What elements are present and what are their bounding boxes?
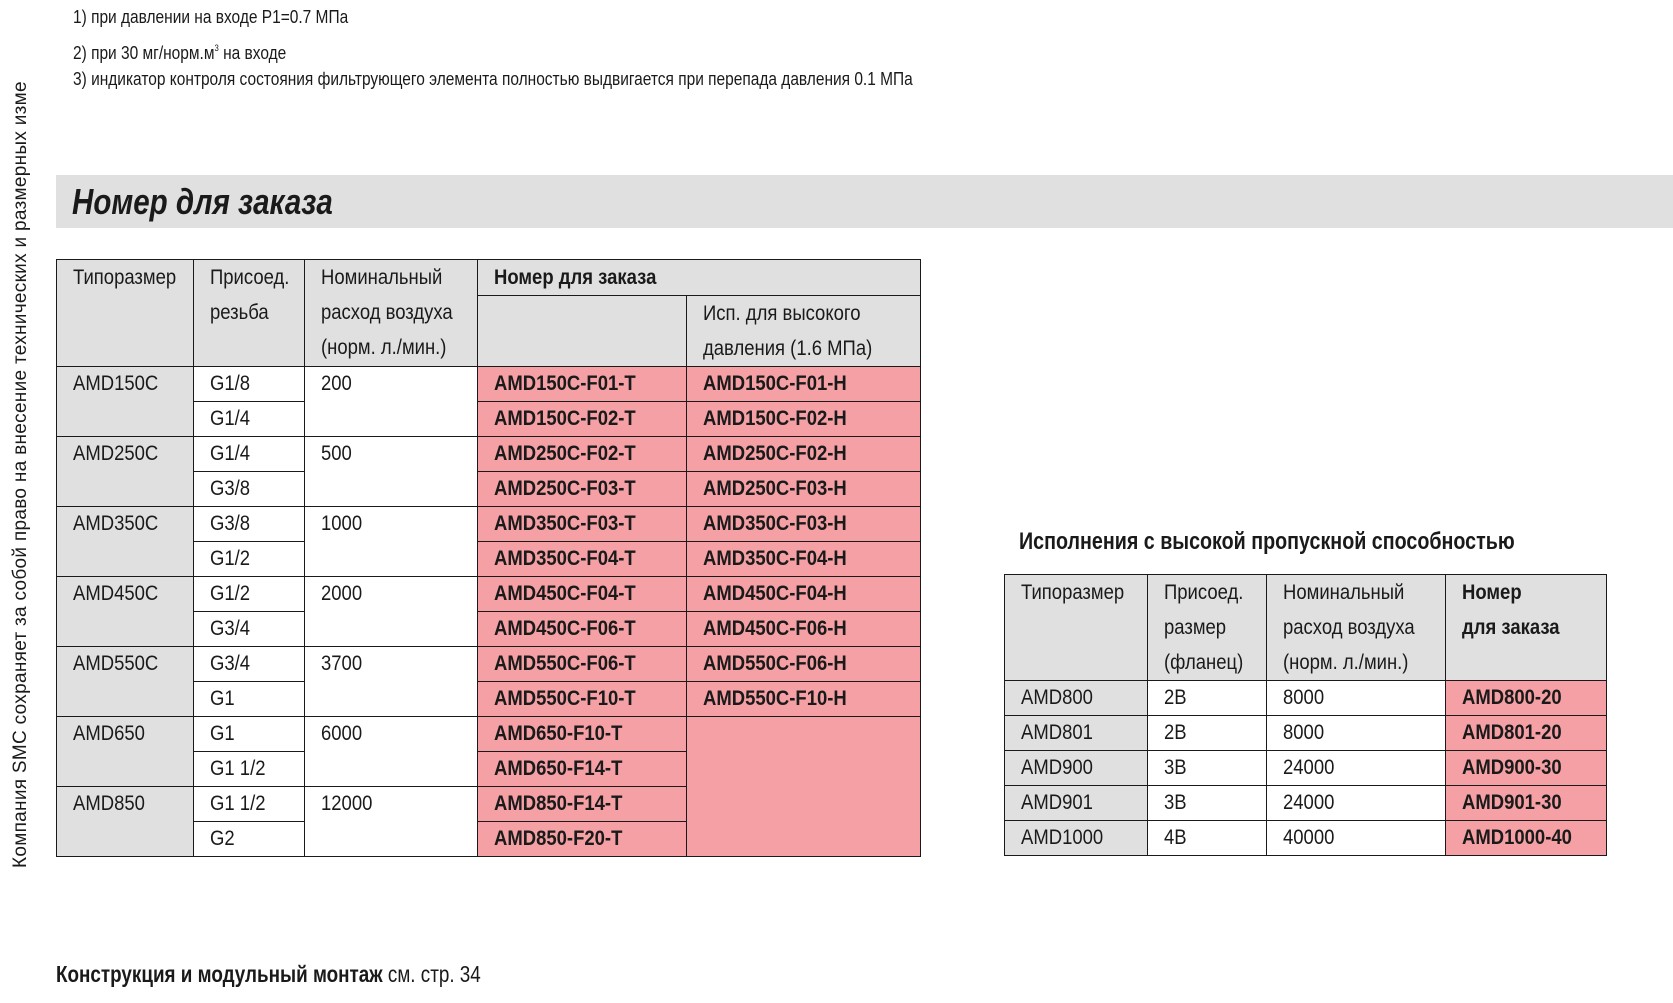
footnote-2-superscript: 3 xyxy=(214,43,219,53)
size-cell: AMD650 xyxy=(57,717,194,787)
thread-cell: G3/8 xyxy=(194,472,305,507)
thread-cell: G1 1/2 xyxy=(194,752,305,787)
size-cell: AMD450C xyxy=(57,577,194,647)
footnote-3 xyxy=(73,64,1049,95)
flow-cell: 500 xyxy=(305,437,478,507)
hf-conn-cell: 2B xyxy=(1148,716,1267,751)
hf-order-code-cell: AMD1000-40 xyxy=(1446,821,1607,856)
hf-header-size: Типоразмер xyxy=(1005,575,1148,681)
size-cell: AMD250C xyxy=(57,437,194,507)
hf-order-code-cell: AMD801-20 xyxy=(1446,716,1607,751)
table-row xyxy=(57,577,921,612)
order-code-cell: AMD650-F14-T xyxy=(478,752,687,787)
thread-cell: G1/2 xyxy=(194,542,305,577)
thread-cell: G1/4 xyxy=(194,437,305,472)
side-disclaimer xyxy=(10,0,32,870)
hf-size-cell: AMD801 xyxy=(1005,716,1148,751)
order-code-cell: AMD250C-F02-T xyxy=(478,437,687,472)
table-row xyxy=(57,437,921,472)
hf-flow-cell: 24000 xyxy=(1267,751,1446,786)
hf-flow-cell: 8000 xyxy=(1267,716,1446,751)
thread-cell: G1 xyxy=(194,682,305,717)
high-pressure-code-cell: AMD450C-F06-H xyxy=(687,612,921,647)
table-row xyxy=(57,507,921,542)
order-code-cell: AMD150C-F02-T xyxy=(478,402,687,437)
hf-order-code-cell: AMD800-20 xyxy=(1446,681,1607,716)
table-row xyxy=(57,647,921,682)
high-pressure-empty-cell xyxy=(687,717,921,857)
table-row xyxy=(1005,681,1607,716)
flow-cell: 12000 xyxy=(305,787,478,857)
flow-cell: 2000 xyxy=(305,577,478,647)
order-code-cell: AMD250C-F03-T xyxy=(478,472,687,507)
table-row xyxy=(1005,821,1607,856)
thread-cell: G1/8 xyxy=(194,367,305,402)
flow-cell: 200 xyxy=(305,367,478,437)
hf-order-code-cell: AMD900-30 xyxy=(1446,751,1607,786)
hf-header-order: Номер для заказа xyxy=(1446,575,1607,681)
size-cell: AMD550C xyxy=(57,647,194,717)
flow-cell: 1000 xyxy=(305,507,478,577)
hf-conn-cell: 3B xyxy=(1148,786,1267,821)
footnote-1 xyxy=(73,2,1049,33)
order-code-cell: AMD350C-F03-T xyxy=(478,507,687,542)
size-cell: AMD350C xyxy=(57,507,194,577)
high-pressure-code-cell: AMD350C-F03-H xyxy=(687,507,921,542)
high-pressure-code-cell: AMD250C-F02-H xyxy=(687,437,921,472)
header-thread: Присоед. резьба xyxy=(194,260,305,367)
hf-size-cell: AMD1000 xyxy=(1005,821,1148,856)
header-order-standard xyxy=(478,296,687,367)
table-row xyxy=(1005,716,1607,751)
hf-flow-cell: 24000 xyxy=(1267,786,1446,821)
side-disclaimer-text: Компания SMC сохраняет за собой право на внесение технических и размерных изме xyxy=(10,81,31,868)
order-table xyxy=(56,259,921,857)
table-row xyxy=(1005,786,1607,821)
footnote-2 xyxy=(73,33,1049,64)
hf-header-conn: Присоед. размер (фланец) xyxy=(1148,575,1267,681)
order-code-cell: AMD450C-F06-T xyxy=(478,612,687,647)
order-code-cell: AMD350C-F04-T xyxy=(478,542,687,577)
thread-cell: G1 xyxy=(194,717,305,752)
hf-conn-cell: 4B xyxy=(1148,821,1267,856)
header-order: Номер для заказа xyxy=(478,260,921,296)
high-pressure-code-cell: AMD450C-F04-H xyxy=(687,577,921,612)
hf-size-cell: AMD800 xyxy=(1005,681,1148,716)
footer-reference xyxy=(56,961,574,988)
high-pressure-code-cell: AMD350C-F04-H xyxy=(687,542,921,577)
high-pressure-code-cell: AMD550C-F10-H xyxy=(687,682,921,717)
order-code-cell: AMD450C-F04-T xyxy=(478,577,687,612)
high-flow-table xyxy=(1004,574,1607,856)
order-code-cell: AMD550C-F10-T xyxy=(478,682,687,717)
table-row xyxy=(57,367,921,402)
table-row xyxy=(1005,751,1607,786)
section-title: Номер для заказа xyxy=(72,181,333,222)
hf-size-cell: AMD900 xyxy=(1005,751,1148,786)
high-pressure-code-cell: AMD250C-F03-H xyxy=(687,472,921,507)
order-code-cell: AMD650-F10-T xyxy=(478,717,687,752)
thread-cell: G3/4 xyxy=(194,647,305,682)
size-cell: AMD850 xyxy=(57,787,194,857)
order-code-cell: AMD850-F20-T xyxy=(478,822,687,857)
footnote-2-text: 2) при 30 мг/норм.м xyxy=(73,43,215,63)
hf-size-cell: AMD901 xyxy=(1005,786,1148,821)
thread-cell: G1/4 xyxy=(194,402,305,437)
thread-cell: G2 xyxy=(194,822,305,857)
thread-cell: G1 1/2 xyxy=(194,787,305,822)
hf-conn-cell: 2B xyxy=(1148,681,1267,716)
hf-flow-cell: 8000 xyxy=(1267,681,1446,716)
hf-conn-cell: 3B xyxy=(1148,751,1267,786)
hf-flow-cell: 40000 xyxy=(1267,821,1446,856)
order-code-cell: AMD550C-F06-T xyxy=(478,647,687,682)
high-flow-title: Исполнения с высокой пропускной способностью xyxy=(1019,528,1515,555)
high-pressure-code-cell: AMD550C-F06-H xyxy=(687,647,921,682)
high-pressure-code-cell: AMD150C-F02-H xyxy=(687,402,921,437)
footnote-3-text: 3) индикатор контроля состояния фильтрующего элемента полностью выдвигается при перепада давления 0.1 МПа xyxy=(73,69,913,89)
hf-header-flow: Номинальный расход воздуха (норм. л./мин.) xyxy=(1267,575,1446,681)
order-code-cell: AMD150C-F01-T xyxy=(478,367,687,402)
flow-cell: 6000 xyxy=(305,717,478,787)
size-cell: AMD150C xyxy=(57,367,194,437)
footnote-1-text: 1) при давлении на входе P1=0.7 МПа xyxy=(73,7,349,27)
footnotes xyxy=(73,2,1049,95)
hf-order-code-cell: AMD901-30 xyxy=(1446,786,1607,821)
thread-cell: G3/4 xyxy=(194,612,305,647)
footer-page-ref: см. стр. 34 xyxy=(382,961,481,987)
high-pressure-code-cell: AMD150C-F01-H xyxy=(687,367,921,402)
header-high-pressure: Исп. для высокого давления (1.6 МПа) xyxy=(687,296,921,367)
order-code-cell: AMD850-F14-T xyxy=(478,787,687,822)
header-size: Типоразмер xyxy=(57,260,194,367)
section-header xyxy=(56,175,1673,228)
footer-bold-text: Конструкция и модульный монтаж xyxy=(56,961,383,987)
flow-cell: 3700 xyxy=(305,647,478,717)
header-flow: Номинальный расход воздуха (норм. л./мин.) xyxy=(305,260,478,367)
thread-cell: G3/8 xyxy=(194,507,305,542)
table-row xyxy=(57,717,921,752)
footnote-2-suffix: на входе xyxy=(218,43,287,63)
thread-cell: G1/2 xyxy=(194,577,305,612)
